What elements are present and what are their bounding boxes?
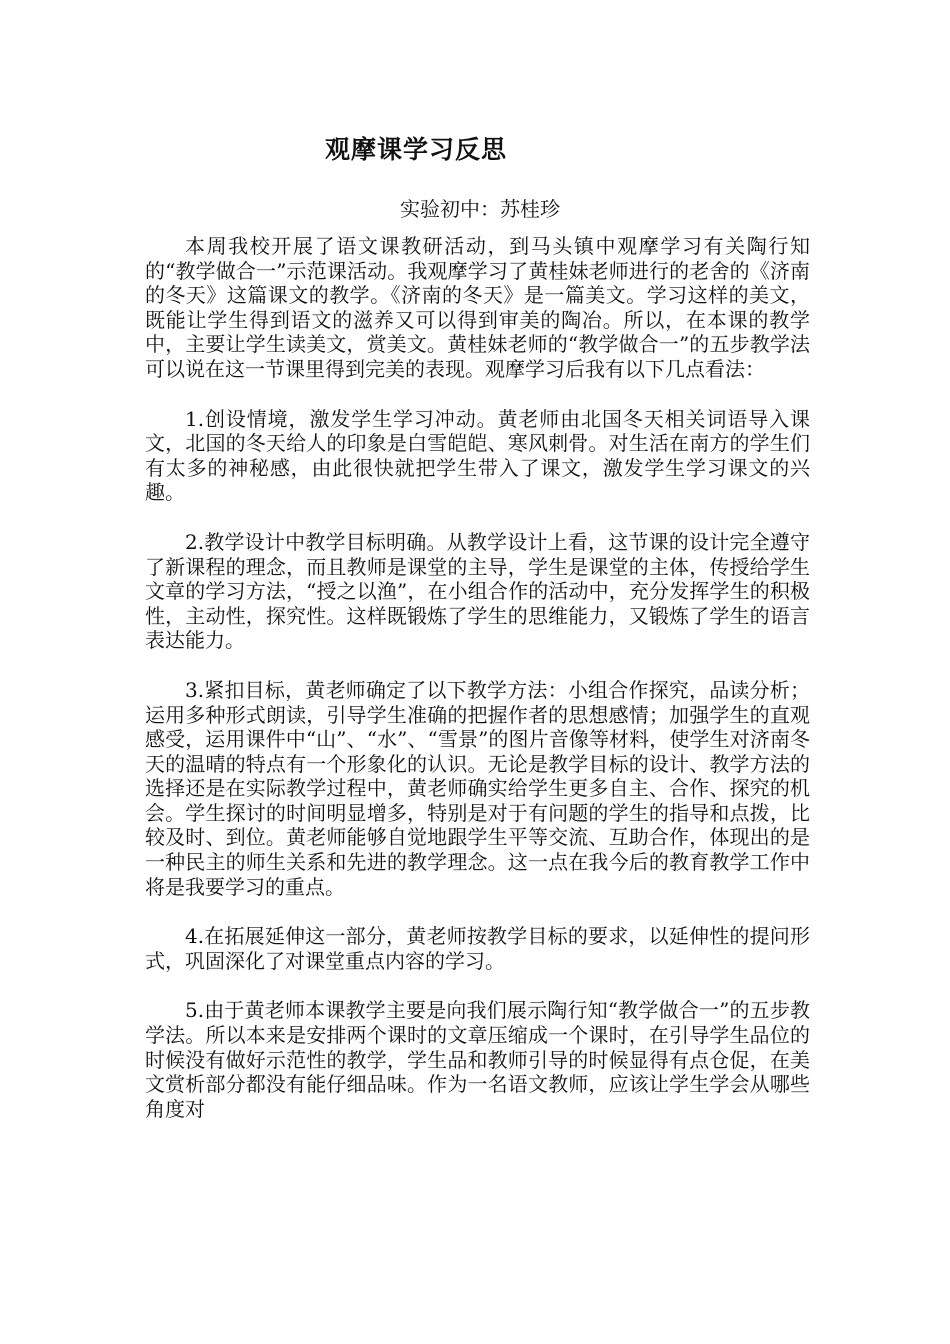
author-line: 实验初中：苏桂珍 (400, 197, 560, 221)
document-page (145, 128, 810, 1121)
paragraph-point-2: 2.教学设计中教学目标明确。从教学设计上看，这节课的设计完全遵守了新课程的理念，而且教师是课堂的主导，学生是课堂的主体，传授给学生文章的学习方法，“授之以渔”，在小组合作的活动中，充分发挥学生的积极性，主动性，探究性。这样既锻炼了学生的思维能力，又锻炼了学生的语言表达能力。 (145, 529, 810, 653)
paragraph-point-1: 1.创设情境，激发学生学习冲动。黄老师由北国冬天相关词语导入课文，北国的冬天给人的印象是白雪皑皑、寒风刺骨。对生活在南方的学生们有太多的神秘感，由此很快就把学生带入了课文，激发学生学习课文的兴趣。 (145, 406, 810, 505)
paragraph-intro: 本周我校开展了语文课教研活动，到马头镇中观摩学习有关陶行知的“教学做合一”示范课活动。我观摩学习了黄桂妹老师进行的老舍的《济南的冬天》这篇课文的教学。《济南的冬天》是一篇美文。学习这样的美文，既能让学生得到语文的滋养又可以得到审美的陶冶。所以，在本课的教学中，主要让学生读美文，赏美文。黄桂妹老师的“教学做合一”的五步教学法可以说在这一节课里得到完美的表现。观摩学习后我有以下几点看法： (145, 234, 810, 381)
document-title: 观摩课学习反思 (325, 135, 508, 164)
paragraph-point-3: 3.紧扣目标，黄老师确定了以下教学方法：小组合作探究，品读分析；运用多种形式朗读，引导学生准确的把握作者的思想感情；加强学生的直观感受，运用课件中“山”、“水”、“雪景”的图片音像等材料，使学生对济南冬天的温晴的特点有一个形象化的认识。无论是教学目标的设计、教学方法的选择还是在实际教学过程中，黄老师确实给学生更多自主、合作、探究的机会。学生探讨的时间明显增多，特别是对于有问题的学生的指导和点拨，比较及时、到位。黄老师能够自觉地跟学生平等交流、互助合作，体现出的是一种民主的师生关系和先进的教学理念。这一点在我今后的教育教学工作中将是我要学习的重点。 (145, 677, 810, 899)
paragraph-point-4: 4.在拓展延伸这一部分，黄老师按教学目标的要求，以延伸性的提问形式，巩固深化了对课堂重点内容的学习。 (145, 924, 810, 973)
paragraph-point-5: 5.由于黄老师本课教学主要是向我们展示陶行知“教学做合一”的五步教学法。所以本来是安排两个课时的文章压缩成一个课时，在引导学生品位的时候没有做好示范性的教学，学生品和教师引导的时候显得有点仓促，在美文赏析部分都没有能仔细品味。作为一名语文教师，应该让学生学会从哪些角度对 (145, 998, 810, 1121)
